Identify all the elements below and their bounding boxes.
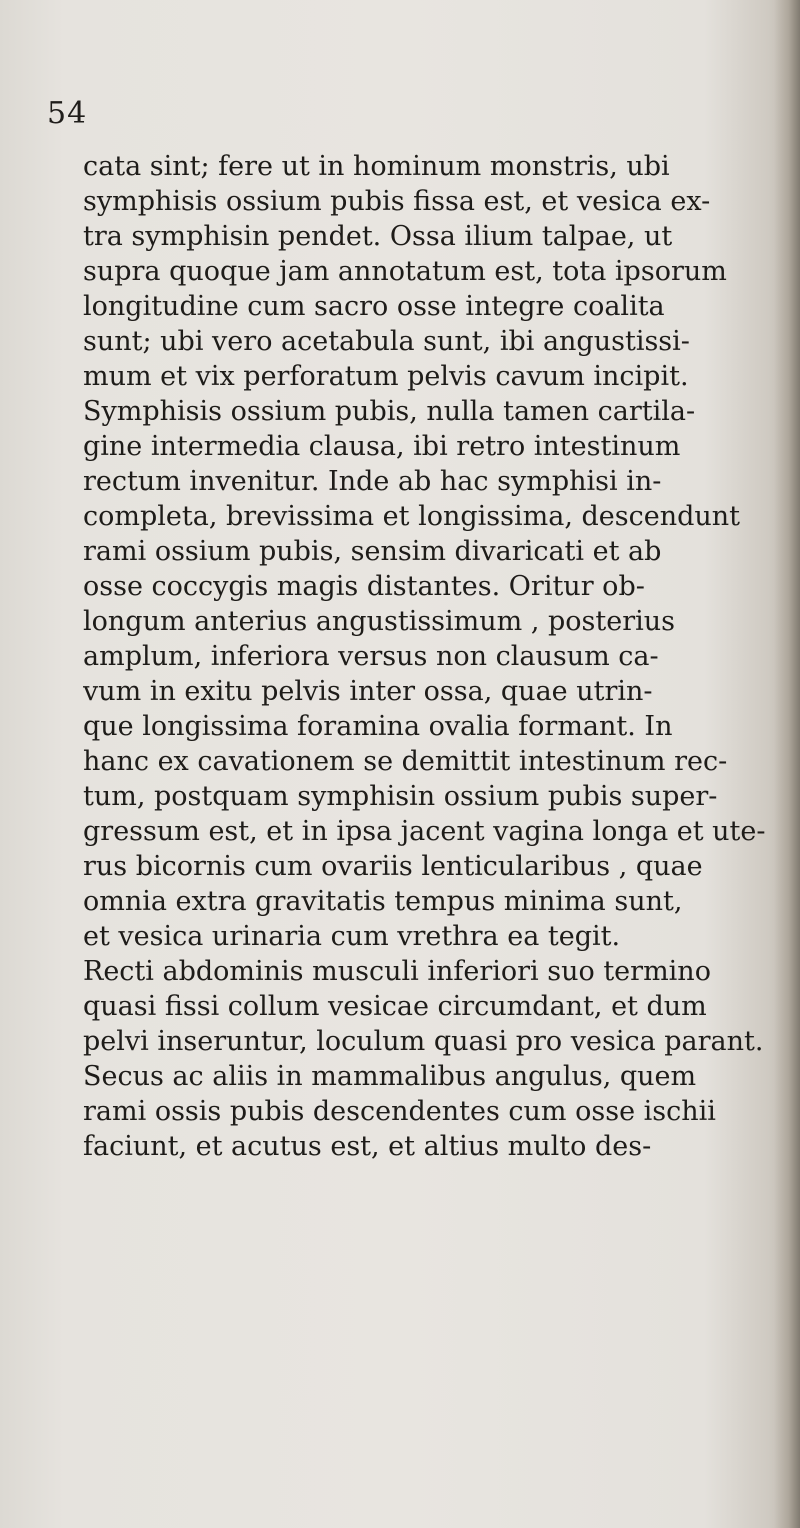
text-line: rectum invenitur. Inde ab hac symphisi in- xyxy=(83,466,662,497)
text-line: rus bicornis cum ovariis lenticularibus , quae xyxy=(83,851,703,882)
page-edge-shadow xyxy=(774,0,800,1528)
text-line: completa, brevissima et longissima, descendunt xyxy=(83,501,741,532)
text-line: sunt; ubi vero acetabula sunt, ibi angustissi- xyxy=(83,326,690,357)
text-line: rami ossium pubis, sensim divaricati et ab xyxy=(83,536,662,567)
text-line: symphisis ossium pubis fissa est, et vesica ex- xyxy=(83,186,711,217)
text-line: Secus ac aliis in mammalibus angulus, quem xyxy=(83,1061,697,1092)
body-text xyxy=(83,149,773,1164)
text-line: longitudine cum sacro osse integre coalita xyxy=(83,291,665,322)
text-line: hanc ex cavationem se demittit intestinum rec- xyxy=(83,746,728,777)
text-line: tum, postquam symphisin ossium pubis super- xyxy=(83,781,718,812)
text-line: osse coccygis magis distantes. Oritur ob- xyxy=(83,571,645,602)
text-line: omnia extra gravitatis tempus minima sunt, xyxy=(83,886,683,917)
text-line: longum anterius angustissimum , posterius xyxy=(83,606,676,637)
text-line: Symphisis ossium pubis, nulla tamen cartila- xyxy=(83,396,696,427)
text-line: faciunt, et acutus est, et altius multo des- xyxy=(83,1131,652,1162)
page-number: 54 xyxy=(47,96,88,131)
text-line: rami ossis pubis descendentes cum osse ischii xyxy=(83,1096,716,1127)
text-line: supra quoque jam annotatum est, tota ipsorum xyxy=(83,256,727,287)
text-line: gressum est, et in ipsa jacent vagina longa et ute- xyxy=(83,816,766,847)
text-line: amplum, inferiora versus non clausum ca- xyxy=(83,641,659,672)
text-line: Recti abdominis musculi inferiori suo termino xyxy=(83,956,711,987)
text-line: vum in exitu pelvis inter ossa, quae utrin- xyxy=(83,676,653,707)
text-line: et vesica urinaria cum vrethra ea tegit. xyxy=(83,921,621,952)
text-line: tra symphisin pendet. Ossa ilium talpae, ut xyxy=(83,221,673,252)
text-line: cata sint; fere ut in hominum monstris, ubi xyxy=(83,151,670,182)
text-line: gine intermedia clausa, ibi retro intestinum xyxy=(83,431,681,462)
text-line: pelvi inseruntur, loculum quasi pro vesica parant. xyxy=(83,1026,764,1057)
text-line: quasi fissi collum vesicae circumdant, et dum xyxy=(83,991,707,1022)
text-line: que longissima foramina ovalia formant. In xyxy=(83,711,673,742)
text-line: mum et vix perforatum pelvis cavum incipit. xyxy=(83,361,689,392)
